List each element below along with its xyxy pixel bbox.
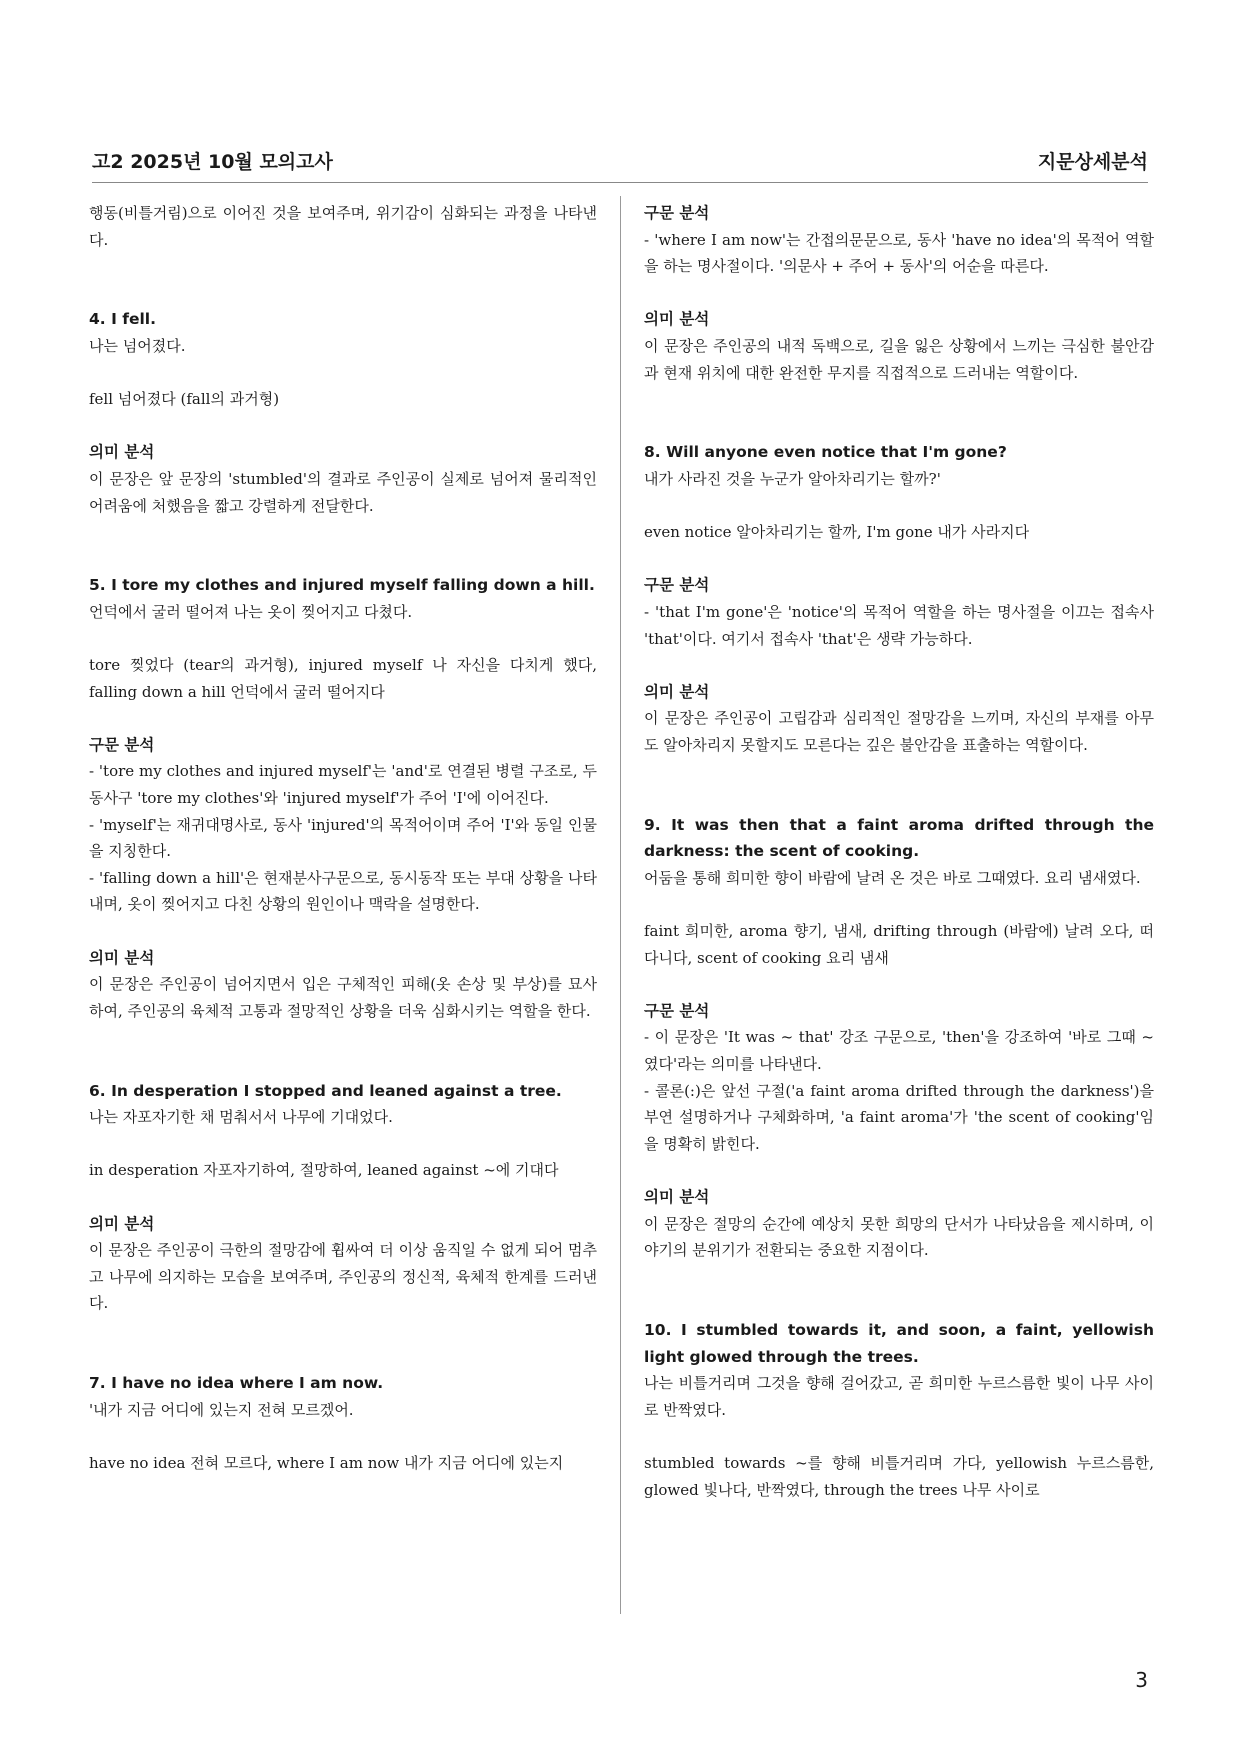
vocab-5: tore 찢었다 (tear의 과거형), injured myself 나 자신을 다치게 했다, falling down a hill 언덕에서 굴러 떨어지다 (89, 656, 597, 701)
translation-10: 나는 비틀거리며 그것을 향해 걸어갔고, 곧 희미한 누르스름한 빛이 나무 사이로 반짝였다. (644, 1374, 1154, 1419)
vocab-7: have no idea 전혀 모르다, where I am now 내가 지금 어디에 있는지 (89, 1453, 564, 1472)
syntax-heading-5: 구문 분석 (89, 735, 155, 754)
syntax-8-1: - 'that I'm gone'은 'notice'의 목적어 역할을 하는 명사절을 이끄는 접속사 'that'이다. 여기서 접속사 'that'은 생략 가능하다. (644, 602, 1154, 648)
vocab-4: fell 넘어졌다 (fall의 과거형) (89, 390, 280, 409)
sentence-8: 8. Will anyone even notice that I'm gone? (644, 443, 1007, 462)
vocab-6: in desperation 자포자기하여, 절망하여, leaned against ~에 기대다 (89, 1161, 559, 1180)
sentence-6: 6. In desperation I stopped and leaned against a tree. (89, 1081, 562, 1100)
right-column (644, 200, 1154, 1503)
column-divider (620, 196, 621, 1614)
intro-paragraph: 행동(비틀거림)으로 이어진 것을 보여주며, 위기감이 심화되는 과정을 나타낸다. (89, 204, 597, 249)
exam-title: 고2 2025년 10월 모의고사 (92, 151, 333, 173)
vocab-8: even notice 알아차리기는 할까, I'm gone 내가 사라지다 (644, 523, 1030, 542)
syntax-heading-8: 구문 분석 (644, 576, 710, 595)
vocab-10: stumbled towards ~를 향해 비틀거리며 가다, yellowish 누르스름한, glowed 빛나다, 반짝였다, through the trees 나무 사이로 (644, 1453, 1154, 1499)
vocab-9: faint 희미한, aroma 향기, 냄새, drifting through (바람에) 날려 오다, 떠다니다, scent of cooking 요리 냄새 (644, 922, 1154, 967)
syntax-5-2: - 'myself'는 재귀대명사로, 동사 'injured'의 목적어이며 주어 'I'와 동일 인물을 지칭한다. (89, 815, 597, 861)
syntax-7-1: - 'where I am now'는 간접의문문으로, 동사 'have no idea'의 목적어 역할을 하는 명사절이다. '의문사 + 주어 + 동사'의 어순을 따른다. (644, 230, 1154, 276)
sentence-7: 7. I have no idea where I am now. (89, 1374, 384, 1393)
meaning-heading-8: 의미 분석 (644, 682, 710, 701)
syntax-9-1: - 이 문장은 'It was ~ that' 강조 구문으로, 'then'을 강조하여 '바로 그때 ~였다'라는 의미를 나타낸다. (644, 1028, 1154, 1073)
page-header (92, 146, 1148, 183)
section-title: 지문상세분석 (1037, 151, 1148, 173)
left-column (89, 200, 597, 1477)
meaning-6: 이 문장은 주인공이 극한의 절망감에 휩싸여 더 이상 움직일 수 없게 되어 멈추고 나무에 의지하는 모습을 보여주며, 주인공의 정신적, 육체적 한계를 드러낸다. (89, 1241, 597, 1313)
sentence-4: 4. I fell. (89, 310, 157, 329)
translation-4: 나는 넘어졌다. (89, 336, 186, 355)
meaning-heading-6: 의미 분석 (89, 1214, 155, 1233)
syntax-5-3: - 'falling down a hill'은 현재분사구문으로, 동시동작 또는 부대 상황을 나타내며, 옷이 찢어지고 다친 상황의 원인이나 맥락을 설명한다. (89, 868, 597, 914)
translation-9: 어둠을 통해 희미한 향이 바람에 날려 온 것은 바로 그때였다. 요리 냄새였다. (644, 868, 1141, 887)
sentence-9: 9. It was then that a faint aroma drifted through the darkness: the scent of cooking. (644, 815, 1154, 861)
translation-5: 언덕에서 굴러 떨어져 나는 옷이 찢어지고 다쳤다. (89, 602, 413, 621)
syntax-heading-7: 구문 분석 (644, 204, 710, 222)
meaning-heading-9: 의미 분석 (644, 1187, 710, 1206)
meaning-4: 이 문장은 앞 문장의 'stumbled'의 결과로 주인공이 실제로 넘어져 물리적인 어려움에 처했음을 짧고 강렬하게 전달한다. (89, 469, 597, 515)
syntax-heading-9: 구문 분석 (644, 1001, 710, 1020)
meaning-heading-5: 의미 분석 (89, 948, 155, 967)
translation-8: 내가 사라진 것을 누군가 알아차리기는 할까?' (644, 469, 941, 488)
meaning-8: 이 문장은 주인공이 고립감과 심리적인 절망감을 느끼며, 자신의 부재를 아무도 알아차리지 못할지도 모른다는 깊은 불안감을 표출하는 역할이다. (644, 709, 1154, 754)
meaning-heading-7: 의미 분석 (644, 310, 710, 329)
syntax-5-1: - 'tore my clothes and injured myself'는 'and'로 연결된 병렬 구조로, 두 동사구 'tore my clothes'와 'injured myself'가 주어 'I'에 이어진다. (89, 762, 597, 808)
meaning-9: 이 문장은 절망의 순간에 예상치 못한 희망의 단서가 나타났음을 제시하며, 이야기의 분위기가 전환되는 중요한 지점이다. (644, 1214, 1154, 1260)
meaning-heading-4: 의미 분석 (89, 443, 155, 462)
translation-7: '내가 지금 어디에 있는지 전혀 모르겠어. (89, 1400, 354, 1419)
meaning-7: 이 문장은 주인공의 내적 독백으로, 길을 잃은 상황에서 느끼는 극심한 불안감과 현재 위치에 대한 완전한 무지를 직접적으로 드러내는 역할이다. (644, 336, 1154, 382)
translation-6: 나는 자포자기한 채 멈춰서서 나무에 기대었다. (89, 1108, 393, 1127)
syntax-9-2: - 콜론(:)은 앞선 구절('a faint aroma drifted through the darkness')을 부연 설명하거나 구체화하며, 'a faint aroma'가 'the scent of cooking'임을 명확히 밝힌다. (644, 1081, 1154, 1153)
sentence-10: 10. I stumbled towards it, and soon, a faint, yellowish light glowed through the trees. (644, 1320, 1154, 1366)
meaning-5: 이 문장은 주인공이 넘어지면서 입은 구체적인 피해(옷 손상 및 부상)를 묘사하여, 주인공의 육체적 고통과 절망적인 상황을 더욱 심화시키는 역할을 한다. (89, 975, 597, 1020)
page-number: 3 (1135, 1668, 1148, 1692)
sentence-5: 5. I tore my clothes and injured myself falling down a hill. (89, 576, 595, 595)
